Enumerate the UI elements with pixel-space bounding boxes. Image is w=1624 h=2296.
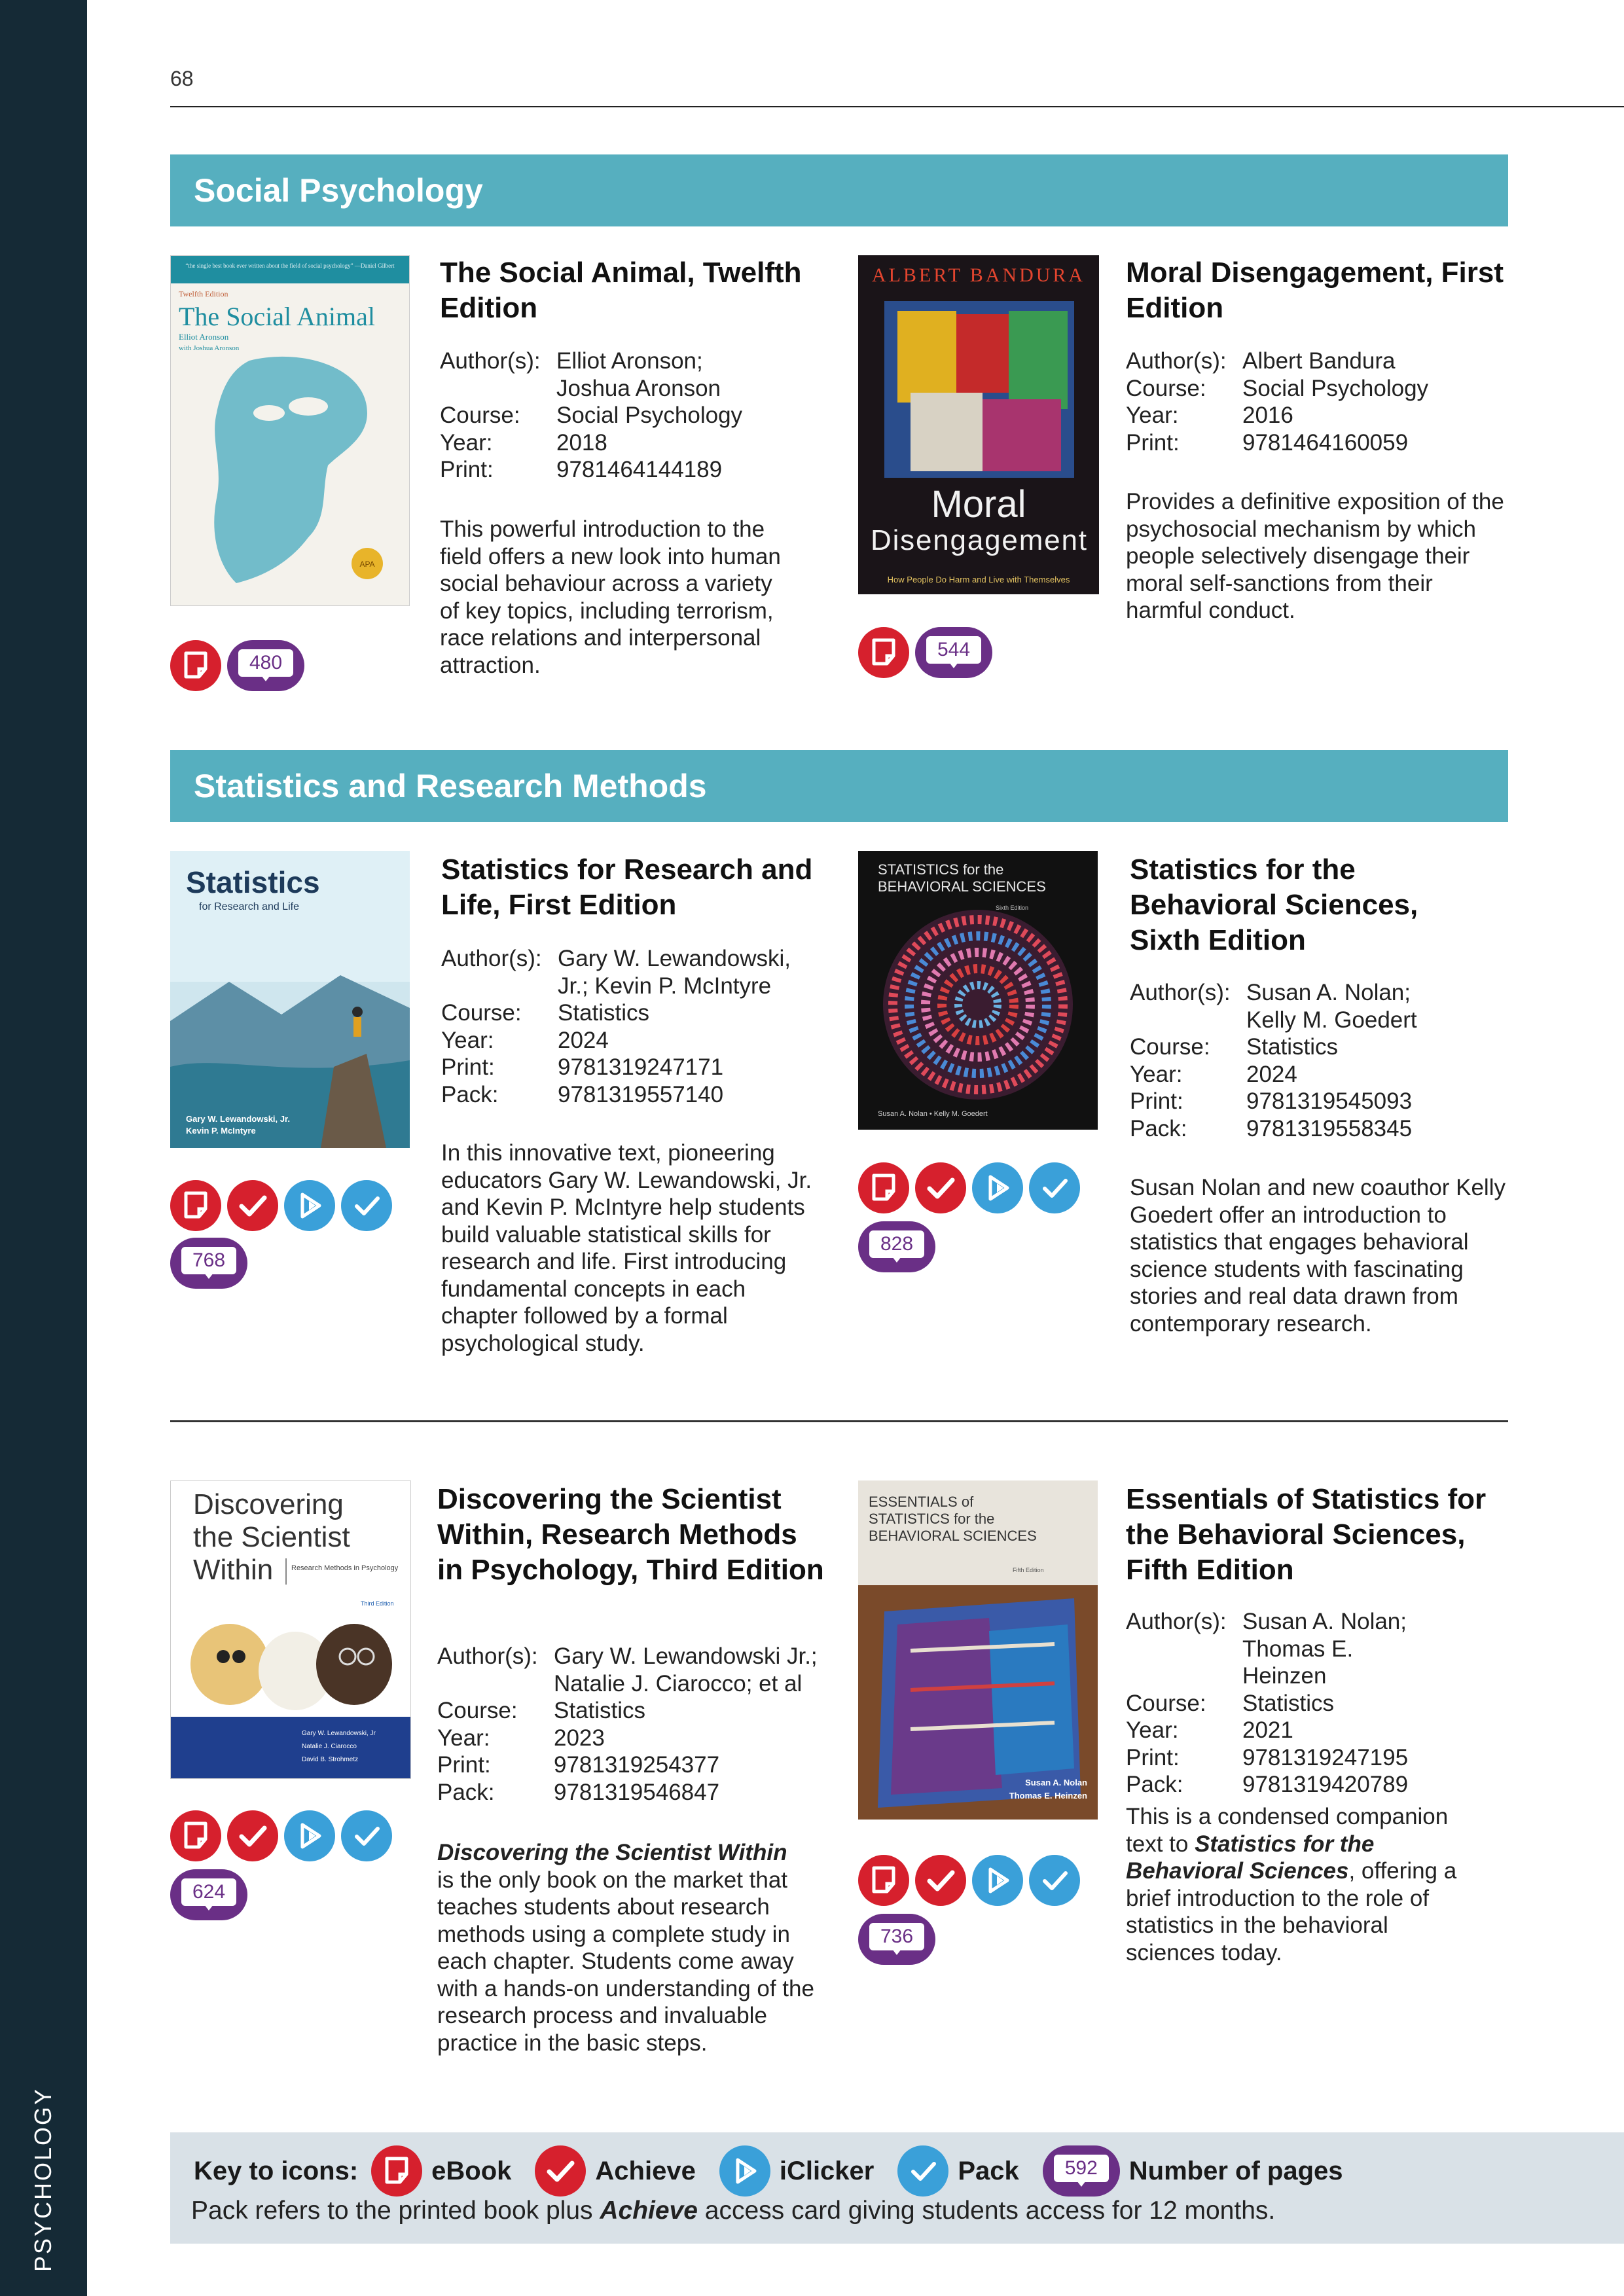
cover-edition: Sixth Edition — [996, 905, 1029, 911]
book-print-isbn: 9781319254377 — [554, 1752, 720, 1778]
book-description — [437, 1839, 823, 2056]
cover-author-3: David B. Strohmetz — [302, 1756, 359, 1763]
book-year: 2018 — [556, 429, 607, 456]
cover-title-2: BEHAVIORAL SCIENCES — [878, 878, 1046, 895]
book-course: Social Psychology — [1242, 375, 1429, 401]
book-cover-social-animal — [170, 255, 410, 606]
book-icons — [858, 1162, 1086, 1213]
book-year: 2024 — [558, 1027, 609, 1053]
page-count-badge — [915, 627, 992, 678]
achieve-icon — [227, 1180, 278, 1231]
cover-author-2: Kevin P. McIntyre — [186, 1126, 256, 1136]
book-icons — [858, 627, 992, 678]
page-count-badge — [227, 640, 304, 691]
course-label: Course: — [437, 1698, 518, 1723]
cover-subtitle: for Research and Life — [199, 901, 299, 912]
book-year: 2024 — [1246, 1061, 1297, 1087]
description-text-b: , offering a brief introduction to the role of statistics in the behavioral sciences today. — [1126, 1858, 1457, 1965]
pack-icon — [341, 1810, 392, 1861]
book-cover-statistics-behavioral — [858, 851, 1098, 1130]
cover-edition: Twelfth Edition — [179, 289, 228, 298]
iclicker-icon — [972, 1162, 1023, 1213]
pack-icon — [341, 1180, 392, 1231]
pack-icon — [1029, 1855, 1080, 1906]
section-title: Social Psychology — [194, 172, 483, 209]
cover-author-2: Thomas E. Heinzen — [1009, 1791, 1087, 1801]
ebook-icon — [170, 1810, 221, 1861]
book-cover-statistics-research-life — [170, 851, 410, 1148]
page-count: 624 — [181, 1878, 236, 1906]
page-count-badge — [858, 1221, 935, 1272]
cover-title-1: Moral — [931, 483, 1026, 526]
course-label: Course: — [440, 403, 520, 428]
cover-edition: Third Edition — [361, 1600, 394, 1607]
description-text-a: This is a condensed companion text to — [1126, 1804, 1449, 1857]
pack-icon — [897, 2145, 948, 2197]
cover-title-3: BEHAVIORAL SCIENCES — [869, 1528, 1037, 1544]
book-icons — [170, 1810, 398, 1861]
top-rule — [170, 106, 1624, 107]
book-title: Statistics for Research and Life, First Edition — [441, 853, 813, 921]
page-count-badge — [858, 1914, 935, 1965]
book-meta — [1126, 348, 1506, 456]
book-print-isbn: 9781464144189 — [556, 457, 723, 482]
book-meta — [440, 348, 806, 484]
section-header-social-psychology — [170, 154, 1508, 226]
description-text: is the only book on the market that teaches students about research methods using a complete study in each chapter. Students come away with a hands-on understanding of the research process and invaluable practice in the basic steps. — [437, 1867, 814, 2056]
pack-label: Pack: — [1130, 1115, 1187, 1141]
book-course: Social Psychology — [556, 403, 743, 428]
book-meta — [1126, 1608, 1506, 1799]
page-count: 544 — [926, 636, 981, 664]
book-title: The Social Animal, Twelfth Edition — [440, 257, 802, 324]
book-meta — [441, 945, 834, 1108]
section-header-statistics — [170, 750, 1508, 822]
print-label: Print: — [437, 1752, 491, 1778]
key-note-b: access card giving students access for 12 months. — [704, 2197, 1276, 2225]
section-title: Statistics and Research Methods — [194, 768, 707, 804]
book-print-isbn: 9781464160059 — [1242, 429, 1409, 456]
cover-title-1: STATISTICS for the — [878, 861, 1004, 878]
print-label: Print: — [1130, 1088, 1183, 1114]
book-year: 2016 — [1242, 403, 1293, 428]
cover-author-1: Gary W. Lewandowski, Jr — [302, 1730, 376, 1737]
book-icons — [170, 640, 304, 691]
print-label: Print: — [1126, 1744, 1180, 1770]
book-description: Provides a definitive exposition of the psychosocial mechanism by which people selectively disengage their moral self-sanctions from their harmful conduct. — [1126, 489, 1504, 623]
book-title: Discovering the Scientist Within, Research Methods in Psychology, Third Edition — [437, 1483, 824, 1586]
description-emphasis: Discovering the Scientist Within — [437, 1840, 787, 1865]
key-achieve-label: Achieve — [595, 2156, 696, 2185]
page-count: 828 — [869, 1230, 924, 1258]
cover-author-1: Susan A. Nolan — [1025, 1778, 1087, 1787]
icon-key-box — [170, 2132, 1624, 2244]
book-description: In this innovative text, pioneering educators Gary W. Lewandowski, Jr. and Kevin P. McIntyre help students build valuable statistical skills for research and life. First introducing fundamental concepts in each chapter followed by a formal psychological study. — [441, 1140, 812, 1356]
book-title: Statistics for the Behavioral Sciences, Sixth Edition — [1130, 853, 1418, 956]
author-label: Author(s): — [1126, 348, 1227, 374]
print-label: Print: — [441, 1054, 495, 1080]
book-pack-isbn: 9781319558345 — [1246, 1115, 1413, 1141]
pack-label: Pack: — [437, 1779, 495, 1805]
pack-label: Pack: — [1126, 1772, 1183, 1797]
year-label: Year: — [440, 429, 493, 456]
cover-author-1: Gary W. Lewandowski, Jr. — [186, 1114, 290, 1124]
ebook-icon — [170, 1180, 221, 1231]
book-course: Statistics — [1246, 1034, 1339, 1060]
book-cover-discovering-scientist — [170, 1480, 411, 1779]
book-course: Statistics — [554, 1698, 646, 1723]
achieve-icon — [915, 1162, 966, 1213]
cover-title-1: ESSENTIALS of — [869, 1494, 974, 1510]
book-cover-moral-disengagement — [858, 255, 1099, 594]
pack-label: Pack: — [441, 1081, 499, 1107]
cover-edition: Fifth Edition — [1013, 1567, 1044, 1573]
book-authors: Gary W. Lewandowski, Jr.; Kevin P. McIntyre — [558, 946, 791, 999]
year-label: Year: — [1130, 1061, 1183, 1087]
year-label: Year: — [1126, 403, 1179, 428]
book-description — [1126, 1803, 1479, 1966]
author-label: Author(s): — [1126, 1609, 1227, 1634]
book-authors: Elliot Aronson; Joshua Aronson — [556, 348, 721, 401]
iclicker-icon — [719, 2145, 770, 2197]
iclicker-icon — [972, 1855, 1023, 1906]
author-label: Author(s): — [440, 348, 541, 374]
year-label: Year: — [437, 1725, 490, 1751]
book-pack-isbn: 9781319557140 — [558, 1081, 724, 1107]
author-label: Author(s): — [441, 946, 542, 971]
cover-author: Elliot Aronson — [179, 332, 229, 342]
key-pages-label: Number of pages — [1128, 2156, 1343, 2185]
book-authors: Susan A. Nolan; Kelly M. Goedert — [1246, 980, 1417, 1033]
page-count-example: 592 — [1054, 2155, 1109, 2182]
course-label: Course: — [441, 1000, 522, 1026]
author-label: Author(s): — [1130, 980, 1231, 1005]
key-note-a: Pack refers to the printed book plus — [191, 2197, 593, 2225]
cover-title-3: Within — [193, 1554, 274, 1586]
page-count: 480 — [238, 649, 293, 677]
course-label: Course: — [1126, 375, 1206, 401]
ebook-icon — [858, 1162, 909, 1213]
icon-key-row — [194, 2145, 1367, 2197]
key-iclicker-label: iClicker — [779, 2156, 875, 2185]
key-note-emphasis: Achieve — [600, 2197, 698, 2225]
cover-author-2: Natalie J. Ciarocco — [302, 1743, 357, 1750]
divider — [170, 1420, 1508, 1422]
pack-icon — [1029, 1162, 1080, 1213]
book-course: Statistics — [1242, 1690, 1335, 1716]
cover-subtitle: How People Do Harm and Live with Themselves — [887, 575, 1070, 584]
book-meta — [1130, 979, 1496, 1142]
cover-title-1: Discovering — [193, 1488, 344, 1520]
iclicker-icon — [284, 1180, 335, 1231]
print-label: Print: — [440, 457, 494, 482]
book-title: Moral Disengagement, First Edition — [1126, 257, 1504, 324]
sidebar-label: PSYCHOLOGY — [29, 2087, 56, 2272]
description-emphasis: Statistics for the Behavioral Sciences — [1126, 1831, 1375, 1884]
book-print-isbn: 9781319247195 — [1242, 1744, 1409, 1770]
key-pack-label: Pack — [958, 2156, 1019, 2185]
book-icons — [858, 1855, 1086, 1906]
book-meta — [437, 1643, 830, 1806]
course-label: Course: — [1126, 1690, 1206, 1716]
book-authors: Gary W. Lewandowski Jr.; Natalie J. Ciarocco; et al — [554, 1643, 818, 1696]
cover-title: Statistics — [186, 865, 320, 899]
achieve-icon — [535, 2145, 586, 2197]
cover-author: ALBERT BANDURA — [871, 264, 1086, 286]
cover-authors: Susan A. Nolan • Kelly M. Goedert — [878, 1110, 988, 1118]
book-pack-isbn: 9781319420789 — [1242, 1772, 1409, 1797]
cover-title-2: STATISTICS for the — [869, 1511, 995, 1527]
cover-title-2: Disengagement — [871, 524, 1087, 556]
book-cover-essentials-statistics — [858, 1480, 1098, 1820]
book-authors: Albert Bandura — [1242, 348, 1396, 374]
book-description: This powerful introduction to the field offers a new look into human social behaviour across a variety of key topics, including terrorism, race relations and interpersonal attraction. — [440, 516, 781, 678]
key-ebook-label: eBook — [431, 2156, 512, 2185]
cover-title-2: the Scientist — [193, 1521, 350, 1553]
apa-seal: APA — [359, 560, 375, 569]
cover-title: The Social Animal — [179, 302, 375, 331]
book-print-isbn: 9781319545093 — [1246, 1088, 1413, 1114]
book-description: Susan Nolan and new coauthor Kelly Goedert offer an introduction to statistics that engages behavioral science students with fascinating stories and real data drawn from contemporary research. — [1130, 1175, 1506, 1336]
print-label: Print: — [1126, 429, 1180, 456]
course-label: Course: — [1130, 1034, 1210, 1060]
page-number: 68 — [170, 67, 194, 90]
book-course: Statistics — [558, 1000, 650, 1026]
achieve-icon — [227, 1810, 278, 1861]
year-label: Year: — [1126, 1717, 1179, 1743]
iclicker-icon — [284, 1810, 335, 1861]
page-count-badge — [1043, 2145, 1120, 2197]
key-title: Key to icons: — [194, 2156, 359, 2185]
page-count: 736 — [869, 1923, 924, 1950]
book-title: Essentials of Statistics for the Behavioral Sciences, Fifth Edition — [1126, 1483, 1487, 1586]
achieve-icon — [915, 1855, 966, 1906]
ebook-icon — [858, 1855, 909, 1906]
page-count: 768 — [181, 1247, 236, 1274]
cover-coauthor: with Joshua Aronson — [179, 344, 240, 352]
page-count-badge — [170, 1238, 247, 1289]
year-label: Year: — [441, 1027, 494, 1053]
book-year: 2023 — [554, 1725, 605, 1751]
key-note — [191, 2197, 1275, 2225]
cover-subtitle: Research Methods in Psychology — [291, 1564, 399, 1572]
ebook-icon — [371, 2145, 422, 2197]
book-pack-isbn: 9781319546847 — [554, 1779, 720, 1805]
page-count-badge — [170, 1869, 247, 1920]
author-label: Author(s): — [437, 1643, 538, 1669]
book-print-isbn: 9781319247171 — [558, 1054, 724, 1080]
cover-quote: “the single best book ever written about the field of social psychology” —Daniel Gilbert — [185, 262, 395, 269]
ebook-icon — [170, 640, 221, 691]
ebook-icon — [858, 627, 909, 678]
book-icons — [170, 1180, 398, 1231]
book-authors: Susan A. Nolan; Thomas E. Heinzen — [1242, 1609, 1407, 1689]
sidebar — [0, 0, 87, 2296]
book-year: 2021 — [1242, 1717, 1293, 1743]
